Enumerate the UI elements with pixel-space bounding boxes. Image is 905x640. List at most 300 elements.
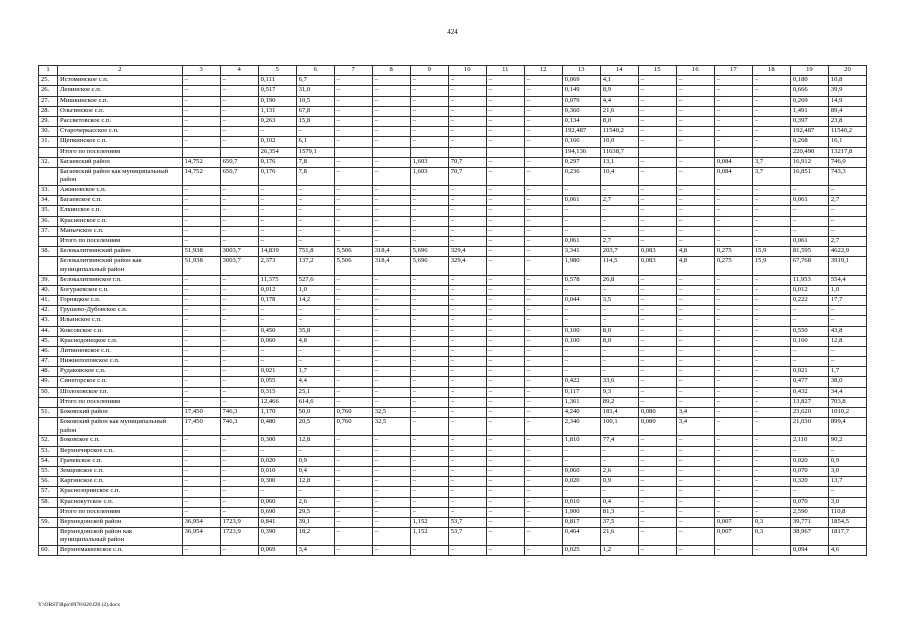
value-cell: – [524,285,562,295]
value-cell: – [372,157,410,167]
row-number-cell: 29. [39,116,58,126]
value-cell: 1723,9 [220,528,258,546]
value-cell: – [182,306,220,316]
value-cell: – [372,446,410,456]
value-cell: – [296,186,334,196]
value-cell: – [410,237,448,247]
value-cell: – [220,237,258,247]
value-cell: 1817,7 [828,528,866,546]
row-number-cell: 32. [39,157,58,167]
value-cell: – [524,257,562,275]
value-cell: – [410,295,448,305]
value-cell: 23,8 [828,116,866,126]
value-cell: 18,2 [296,528,334,546]
row-number-cell: 26. [39,86,58,96]
value-cell: – [220,116,258,126]
value-cell: 0,166 [562,137,600,147]
table-row [39,367,867,377]
value-cell: – [372,367,410,377]
value-cell: – [524,76,562,86]
value-cell [676,147,714,157]
value-cell: – [372,275,410,285]
value-cell: 10,5 [296,96,334,106]
value-cell: – [638,367,676,377]
value-cell: – [334,487,372,497]
value-cell: – [600,306,638,316]
value-cell: – [448,116,486,126]
value-cell: 614,6 [296,397,334,407]
value-cell: – [220,285,258,295]
value-cell: 0,060 [562,466,600,476]
value-cell: – [334,237,372,247]
value-cell: 0,4 [296,466,334,476]
value-cell: 3,4 [296,546,334,556]
value-cell: – [676,127,714,137]
value-cell: 21,030 [790,418,828,436]
value-cell: – [486,167,524,185]
name-cell: Истоминское с.п. [58,76,183,86]
row-number-cell: 37. [39,226,58,236]
value-cell: – [676,446,714,456]
value-cell: – [676,137,714,147]
row-number-cell: 44. [39,326,58,336]
value-cell: – [562,456,600,466]
table-row [39,418,867,436]
value-cell: 26,354 [258,147,296,157]
row-number-cell [39,528,58,546]
row-number-cell: 57. [39,487,58,497]
value-cell: – [296,316,334,326]
value-cell [410,147,448,157]
value-cell: – [220,436,258,446]
column-header: 10 [448,66,486,76]
value-cell: – [182,116,220,126]
value-cell: – [638,186,676,196]
value-cell: 0,061 [562,237,600,247]
value-cell: – [524,206,562,216]
value-cell: – [600,367,638,377]
name-cell: Верхнечирское с.п. [58,446,183,456]
row-number-cell: 51. [39,408,58,418]
value-cell: – [524,295,562,305]
name-cell: Боковский район [58,408,183,418]
value-cell: – [752,285,790,295]
value-cell: 1,131 [258,106,296,116]
value-cell: – [524,397,562,407]
table-row [39,466,867,476]
value-cell: – [182,546,220,556]
value-cell: 0,149 [562,86,600,96]
value-cell: 10,4 [600,167,638,185]
value-cell: 38,0 [828,377,866,387]
value-cell: – [524,497,562,507]
value-cell: 11,375 [258,275,296,285]
value-cell: – [714,546,752,556]
value-cell: – [220,507,258,517]
value-cell: – [182,326,220,336]
value-cell: 0,178 [258,295,296,305]
value-cell: – [638,477,676,487]
value-cell: 0,397 [790,116,828,126]
value-cell: 14,752 [182,167,220,185]
value-cell: – [752,367,790,377]
value-cell: – [676,226,714,236]
value-cell: – [410,377,448,387]
value-cell: – [258,206,296,216]
value-cell: – [486,116,524,126]
value-cell: 0,300 [258,477,296,487]
value-cell: – [752,316,790,326]
value-cell: – [448,418,486,436]
value-cell: 1,7 [296,367,334,377]
name-cell: Итого по поселениям [58,397,183,407]
value-cell: – [524,367,562,377]
value-cell: – [638,96,676,106]
value-cell: – [448,346,486,356]
table-row [39,147,867,157]
value-cell: 67,8 [296,106,334,116]
value-cell: – [220,137,258,147]
value-cell: – [448,206,486,216]
value-cell: – [752,387,790,397]
value-cell: – [486,497,524,507]
value-cell: 650,7 [220,167,258,185]
value-cell: – [600,216,638,226]
value-cell: – [220,127,258,137]
value-cell: 0,102 [258,137,296,147]
name-cell: Шолоховское г.п. [58,387,183,397]
table-row [39,497,867,507]
value-cell: – [676,357,714,367]
value-cell: 89,2 [600,397,638,407]
value-cell: – [372,346,410,356]
value-cell: 15,8 [296,116,334,126]
value-cell: – [486,346,524,356]
value-cell: – [220,357,258,367]
value-cell: – [410,367,448,377]
row-number-cell: 30. [39,127,58,137]
value-cell: – [828,216,866,226]
value-cell: – [790,346,828,356]
value-cell: – [410,196,448,206]
value-cell: – [448,216,486,226]
column-header: 19 [790,66,828,76]
value-cell: – [372,357,410,367]
value-cell: – [258,446,296,456]
footer-path: Y:\ORST\Rpo\0976\020.f20 (2).docx [38,602,121,608]
value-cell: 0,012 [790,285,828,295]
value-cell: – [372,507,410,517]
value-cell: – [334,137,372,147]
value-cell: – [486,507,524,517]
row-number-cell: 28. [39,106,58,116]
value-cell: 0,083 [638,247,676,257]
value-cell: – [258,316,296,326]
row-number-cell: 27. [39,96,58,106]
value-cell: 192,487 [562,127,600,137]
value-cell: – [448,237,486,247]
value-cell: – [524,127,562,137]
value-cell: – [182,295,220,305]
value-cell: 0,117 [562,387,600,397]
table-row [39,96,867,106]
value-cell: 2,110 [790,436,828,446]
value-cell: – [714,497,752,507]
row-number-cell [39,397,58,407]
value-cell: – [220,497,258,507]
value-cell [714,147,752,157]
value-cell: – [714,86,752,96]
value-cell: – [562,306,600,316]
value-cell: – [410,106,448,116]
value-cell: – [752,196,790,206]
value-cell: – [372,456,410,466]
value-cell: – [676,295,714,305]
table-row [39,196,867,206]
name-cell: Щепкинское с.п. [58,137,183,147]
value-cell: – [220,466,258,476]
value-cell: – [410,127,448,137]
value-cell: – [752,116,790,126]
value-cell: 2,7 [828,237,866,247]
value-cell: 38,967 [790,528,828,546]
value-cell: – [714,377,752,387]
value-cell: – [448,106,486,116]
column-header: 7 [334,66,372,76]
value-cell: – [372,497,410,507]
value-cell: 4,8 [676,247,714,257]
value-cell: – [752,86,790,96]
value-cell: – [182,96,220,106]
value-cell: – [410,487,448,497]
name-cell: Манычское с.п. [58,226,183,236]
value-cell: – [752,137,790,147]
value-cell: – [220,106,258,116]
value-cell: – [334,186,372,196]
value-cell [638,147,676,157]
value-cell: 77,4 [600,436,638,446]
value-cell: 17,7 [828,295,866,305]
value-cell: – [676,346,714,356]
value-cell: 0,9 [828,456,866,466]
value-cell: 0,084 [714,167,752,185]
table-row [39,116,867,126]
value-cell: 8,0 [600,336,638,346]
value-cell: – [486,528,524,546]
value-cell: – [524,167,562,185]
value-cell: 0,517 [258,86,296,96]
value-cell: – [220,477,258,487]
name-cell: Итого по поселениям [58,507,183,517]
value-cell: – [486,316,524,326]
value-cell: 25,1 [296,387,334,397]
value-cell: – [448,285,486,295]
table-row [39,517,867,527]
value-cell: – [828,226,866,236]
row-number-cell: 40. [39,285,58,295]
value-cell: – [676,206,714,216]
value-cell: – [752,487,790,497]
value-cell: 0,320 [790,477,828,487]
row-number-cell: 49. [39,377,58,387]
table-row [39,336,867,346]
value-cell: – [524,137,562,147]
value-cell: – [448,446,486,456]
value-cell: – [752,346,790,356]
value-cell: 36,954 [182,517,220,527]
value-cell: – [372,528,410,546]
value-cell: – [220,397,258,407]
column-header: 3 [182,66,220,76]
value-cell: 0,010 [562,497,600,507]
value-cell: – [296,206,334,216]
value-cell: – [334,477,372,487]
value-cell: 0,9 [296,456,334,466]
value-cell: – [486,247,524,257]
value-cell: – [486,216,524,226]
table-row [39,387,867,397]
value-cell: – [524,226,562,236]
value-cell: 0,666 [790,86,828,96]
value-cell: 0,025 [562,546,600,556]
value-cell: – [486,186,524,196]
value-cell: 0,070 [790,497,828,507]
value-cell: 0,069 [258,546,296,556]
value-cell: – [448,316,486,326]
value-cell: – [220,226,258,236]
value-cell: – [448,196,486,206]
table-row [39,397,867,407]
value-cell: – [638,295,676,305]
value-cell: – [486,336,524,346]
value-cell: 1723,9 [220,517,258,527]
value-cell: 5,696 [410,247,448,257]
value-cell: – [828,487,866,497]
table-row [39,167,867,185]
value-cell: – [220,336,258,346]
value-cell: – [258,226,296,236]
value-cell: 0,080 [638,418,676,436]
value-cell: – [638,167,676,185]
value-cell: – [714,285,752,295]
value-cell: – [486,295,524,305]
value-cell: – [638,216,676,226]
value-cell: – [676,106,714,116]
value-cell: 0,222 [790,295,828,305]
value-cell: – [334,96,372,106]
value-cell: 0,176 [258,167,296,185]
value-cell: – [486,357,524,367]
value-cell: – [676,167,714,185]
value-cell: – [638,336,676,346]
name-cell: Верхнемакеевское с.п. [58,546,183,556]
value-cell: 0,061 [562,196,600,206]
value-cell: – [448,367,486,377]
value-cell: – [410,226,448,236]
value-cell: – [182,285,220,295]
value-cell: – [372,206,410,216]
value-cell: 0,268 [790,137,828,147]
value-cell: – [220,196,258,206]
value-cell: – [410,436,448,446]
value-cell: – [410,285,448,295]
value-cell: – [448,546,486,556]
value-cell: – [752,436,790,446]
value-cell: – [524,346,562,356]
value-cell: 13,7 [828,477,866,487]
value-cell: – [600,316,638,326]
value-cell: – [448,295,486,305]
value-cell: 0,020 [258,456,296,466]
value-cell: – [752,295,790,305]
value-cell: 0,3 [752,517,790,527]
value-cell: – [410,306,448,316]
table-row [39,306,867,316]
value-cell: 1,980 [562,257,600,275]
value-cell: – [410,336,448,346]
value-cell: – [182,226,220,236]
value-cell: – [638,507,676,517]
value-cell: – [220,316,258,326]
value-cell: – [220,186,258,196]
value-cell: – [372,196,410,206]
value-cell: – [372,76,410,86]
value-cell: – [638,237,676,247]
value-cell: – [334,446,372,456]
value-cell: 32,5 [372,408,410,418]
value-cell: 1,152 [410,517,448,527]
value-cell: 21,6 [600,528,638,546]
value-cell: – [410,186,448,196]
value-cell: – [334,456,372,466]
value-cell: – [714,306,752,316]
value-cell: – [486,456,524,466]
value-cell: 0,841 [258,517,296,527]
value-cell: – [638,436,676,446]
value-cell: – [638,285,676,295]
table-row [39,357,867,367]
value-cell: 11540,2 [600,127,638,137]
value-cell: – [220,456,258,466]
value-cell: – [410,397,448,407]
value-cell [334,147,372,157]
value-cell: – [220,76,258,86]
row-number-cell: 53. [39,446,58,456]
value-cell: – [486,387,524,397]
table-row [39,456,867,466]
value-cell: 1,152 [410,528,448,546]
value-cell: – [182,477,220,487]
value-cell: – [524,96,562,106]
value-cell: – [258,196,296,206]
value-cell: – [714,477,752,487]
value-cell: – [372,167,410,185]
value-cell: – [182,206,220,216]
value-cell: 0,055 [258,377,296,387]
value-cell: – [524,306,562,316]
column-header: 4 [220,66,258,76]
value-cell: – [714,446,752,456]
value-cell: – [448,497,486,507]
value-cell: – [486,285,524,295]
value-cell: – [562,186,600,196]
value-cell: 0,060 [258,497,296,507]
row-number-cell [39,418,58,436]
name-cell: Боковское с.п. [58,436,183,446]
value-cell: – [296,237,334,247]
value-cell: – [486,306,524,316]
name-cell: Рассветовское с.п. [58,116,183,126]
